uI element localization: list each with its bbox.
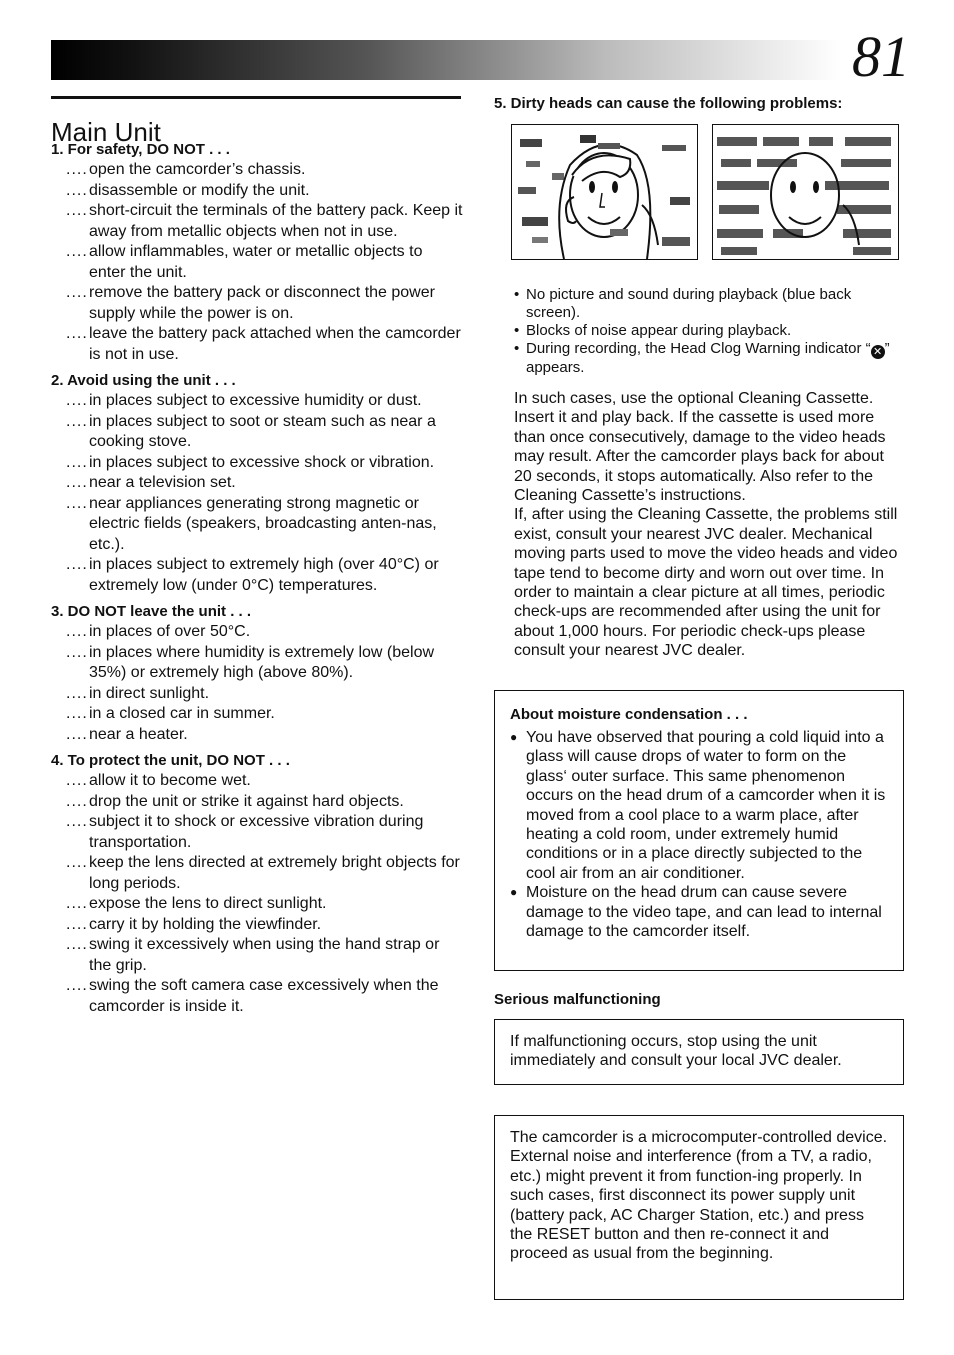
item-text: in direct sunlight. xyxy=(89,684,210,702)
list-item xyxy=(51,894,463,915)
leader-dots: .... xyxy=(66,977,88,994)
leader-dots: .... xyxy=(66,936,88,953)
list-item xyxy=(51,160,463,181)
leader-dots: .... xyxy=(66,243,88,260)
item-text: near appliances generating strong magnetic or electric fields (speakers, broadcasting anten-nas, etc.). xyxy=(89,494,437,553)
malfunction-heading: Serious malfunctioning xyxy=(494,991,661,1008)
leader-dots: .... xyxy=(66,392,88,409)
list-item xyxy=(51,473,463,494)
noise-blocks-illustration xyxy=(712,124,899,260)
face-with-noise-blocks-image xyxy=(512,125,697,259)
item-text: carry it by holding the viewfinder. xyxy=(89,915,322,933)
list-item xyxy=(51,622,463,643)
item-text: near a heater. xyxy=(89,725,188,743)
item-text: in places subject to excessive shock or vibration. xyxy=(89,453,435,471)
header-gradient-bar xyxy=(51,40,841,80)
bullet-text-before: During recording, the Head Clog Warning indicator “ xyxy=(526,340,871,357)
page-number: 81 xyxy=(852,24,910,89)
item-text: near a television set. xyxy=(89,474,236,491)
right-column xyxy=(494,94,904,661)
list-item xyxy=(51,181,463,202)
item-text: in places subject to excessive humidity or dust. xyxy=(89,392,422,409)
list-item xyxy=(51,283,463,324)
list-item xyxy=(514,340,904,377)
bullet-text-after: ” appears. xyxy=(526,340,890,376)
reset-box xyxy=(494,1115,904,1300)
malfunction-text: If malfunctioning occurs, stop using the unit immediately and consult your local JVC dealer. xyxy=(510,1033,842,1070)
item-text: in a closed car in summer. xyxy=(89,705,275,722)
left-column xyxy=(51,140,463,1023)
section-title-rule xyxy=(51,96,461,99)
leader-dots: .... xyxy=(66,161,88,178)
item-text: remove the battery pack or disconnect the power supply while the power is on. xyxy=(89,284,435,322)
list-item xyxy=(51,453,463,474)
list-item: ● Moisture on the head drum can cause severe damage to the video tape, and can lead to internal damage to the camcorder itself. xyxy=(510,883,888,941)
item-text: allow inflammables, water or metallic objects to enter the unit. xyxy=(89,243,423,281)
head-clog-warning-icon: ✕ xyxy=(871,345,885,359)
leader-dots: .... xyxy=(66,474,88,491)
list-item xyxy=(51,853,463,894)
list-item xyxy=(51,324,463,365)
leader-dots: .... xyxy=(66,284,88,301)
malfunction-box xyxy=(494,1019,904,1085)
item-text: in places where humidity is extremely low (below 35%) or extremely high (above 80%). xyxy=(89,643,435,681)
group-heading: 4. To protect the unit, DO NOT . . . xyxy=(51,752,290,769)
list-item: • No picture and sound during playback (blue back screen). xyxy=(514,286,904,322)
list-item xyxy=(51,976,463,1017)
precaution-group xyxy=(51,140,463,365)
moisture-condensation-box xyxy=(494,690,904,971)
list-item xyxy=(51,792,463,813)
moisture-heading: About moisture condensation . . . xyxy=(510,706,748,723)
list-item xyxy=(51,494,463,556)
group-heading: 3. DO NOT leave the unit . . . xyxy=(51,603,252,620)
list-item xyxy=(51,684,463,705)
leader-dots: .... xyxy=(66,643,88,661)
list-item xyxy=(51,725,463,746)
leader-dots: .... xyxy=(66,895,88,912)
list-item xyxy=(51,935,463,976)
list-item xyxy=(51,391,463,412)
list-item xyxy=(51,915,463,936)
item-text: drop the unit or strike it against hard objects. xyxy=(89,792,404,810)
item-text: subject it to shock or excessive vibration during transportation. xyxy=(89,813,424,851)
cleaning-paragraph xyxy=(514,389,904,661)
list-item xyxy=(51,201,463,242)
list-item: ● You have observed that pouring a cold liquid into a glass will cause drops of water to form on the glass‘ outer surface. This same phenomenon occurs on the head drum of a camcorder when it is moved from a cool place to a warm place, after heating a cold room, under extremely humid conditions or in a place directly subjected to the cool air from an air conditioner. xyxy=(510,728,888,883)
leader-dots: .... xyxy=(66,623,88,640)
leader-dots: .... xyxy=(66,915,88,933)
leader-dots: .... xyxy=(66,705,88,722)
group-heading: 1. For safety, DO NOT . . . xyxy=(51,141,230,158)
list-item xyxy=(51,812,463,853)
followup-text: If, after using the Cleaning Cassette, the problems still exist, consult your nearest JVC dealer. Mechanical moving parts used to move the video heads and video tape tend to become dirty and worn out over time. In order to maintain a clear picture at all times, periodic check-ups are recommended after using the unit for about 1,000 hours. For periodic check-ups please consult your nearest JVC dealer. xyxy=(514,506,898,660)
leader-dots: .... xyxy=(66,494,88,512)
precaution-group xyxy=(51,371,463,596)
item-text: expose the lens to direct sunlight. xyxy=(89,895,327,912)
leader-dots: .... xyxy=(66,556,88,573)
item-text: allow it to become wet. xyxy=(89,772,251,789)
leader-dots: .... xyxy=(66,725,88,743)
list-item xyxy=(51,643,463,684)
item-text: in places subject to soot or steam such as near a cooking stove. xyxy=(89,412,436,450)
reset-text: The camcorder is a microcomputer-controlled device. External noise and interference (from a TV, a radio, etc.) might prevent it from function-ing properly. In such cases, first disconnect its power supply unit (battery pack, AC Charger Station, etc.) and press the RESET button and then re-connect it and proceed as usual from the beginning. xyxy=(510,1129,888,1263)
leader-dots: .... xyxy=(66,453,88,471)
precaution-group xyxy=(51,751,463,1017)
item-text: in places of over 50°C. xyxy=(89,623,251,640)
item-text: open the camcorder’s chassis. xyxy=(89,161,306,178)
item-text: swing the soft camera case excessively when the camcorder is inside it. xyxy=(89,977,439,1015)
leader-dots: .... xyxy=(66,325,88,342)
item-text: short-circuit the terminals of the battery pack. Keep it away from metallic objects when not in use. xyxy=(89,202,463,240)
leader-dots: .... xyxy=(66,854,88,871)
section-title: Main Unit xyxy=(51,117,161,148)
symptom-list xyxy=(514,286,904,377)
item-text: keep the lens directed at extremely bright objects for long periods. xyxy=(89,854,460,892)
dirty-heads-heading: 5. Dirty heads can cause the following problems: xyxy=(494,95,843,112)
list-item xyxy=(51,412,463,453)
item-text: disassemble or modify the unit. xyxy=(89,181,310,199)
leader-dots: .... xyxy=(66,202,88,219)
leader-dots: .... xyxy=(66,792,88,810)
cleaning-text: In such cases, use the optional Cleaning Cassette. Insert it and play back. If the cassette is used more than once consecutively, damage to the video heads may result. After the camcorder plays back for about 20 seconds, it stops automatically. Also refer to the Cleaning Cassette’s instructions. xyxy=(514,390,886,505)
item-text: swing it excessively when using the hand strap or the grip. xyxy=(89,936,440,974)
list-item xyxy=(51,555,463,596)
leader-dots: .... xyxy=(66,412,88,430)
leader-dots: .... xyxy=(66,772,88,789)
list-item: • Blocks of noise appear during playback. xyxy=(514,322,904,340)
leader-dots: .... xyxy=(66,181,88,199)
leader-dots: .... xyxy=(66,684,88,702)
noise-blocks-image xyxy=(713,125,898,259)
item-text: leave the battery pack attached when the camcorder is not in use. xyxy=(89,325,461,363)
list-item xyxy=(51,704,463,725)
precaution-group xyxy=(51,602,463,745)
illustrations xyxy=(494,124,904,274)
noisy-playback-illustration xyxy=(511,124,698,260)
item-text: in places subject to extremely high (over 40°C) or extremely low (under 0°C) temperatures. xyxy=(89,556,439,594)
group-heading: 2. Avoid using the unit . . . xyxy=(51,372,236,389)
list-item xyxy=(51,771,463,792)
leader-dots: .... xyxy=(66,813,88,830)
list-item xyxy=(51,242,463,283)
